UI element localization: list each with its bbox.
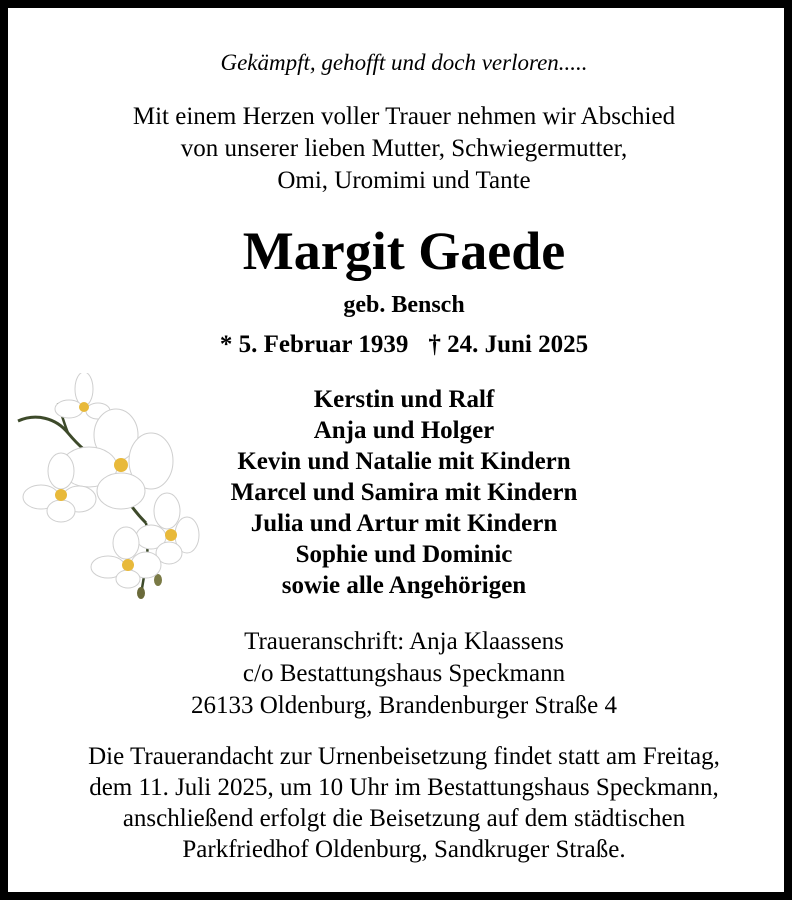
intro-line: Omi, Uromimi und Tante: [277, 167, 531, 194]
birth-date: * 5. Februar 1939: [219, 331, 409, 358]
intro-line: Mit einem Herzen voller Trauer nehmen wir Abschied: [132, 103, 676, 130]
mourner-name: Anja und Holger: [313, 417, 495, 444]
address-line: Traueranschrift: Anja Klaassens: [244, 628, 564, 655]
mourner-name: Julia und Artur mit Kindern: [250, 510, 558, 537]
ceremony-line: Parkfriedhof Oldenburg, Sandkruger Straße.: [182, 836, 626, 863]
deceased-name: Margit Gaede: [242, 221, 566, 281]
ceremony-line: Die Trauerandacht zur Urnenbeisetzung findet statt am Freitag,: [88, 743, 720, 770]
birth-name: geb. Bensch: [343, 292, 465, 318]
mourner-name: Sophie und Dominic: [295, 541, 513, 568]
ceremony-line: anschließend erfolgt die Beisetzung auf dem städtischen: [122, 805, 686, 832]
ceremony-line: dem 11. Juli 2025, um 10 Uhr im Bestattungshaus Speckmann,: [89, 774, 719, 801]
mourner-name: sowie alle Angehörigen: [281, 572, 527, 599]
mourner-name: Kerstin und Ralf: [313, 386, 495, 413]
address-line: 26133 Oldenburg, Brandenburger Straße 4: [190, 692, 618, 719]
intro-line: von unserer lieben Mutter, Schwiegermutter,: [180, 135, 628, 162]
motto: Gekämpft, gehofft und doch verloren.....: [220, 50, 588, 75]
mourner-name: Kevin und Natalie mit Kindern: [237, 448, 571, 475]
death-date: † 24. Juni 2025: [428, 331, 589, 358]
mourner-name: Marcel und Samira mit Kindern: [230, 479, 578, 506]
life-dates: [8, 331, 792, 359]
address-line: c/o Bestattungshaus Speckmann: [242, 660, 566, 687]
